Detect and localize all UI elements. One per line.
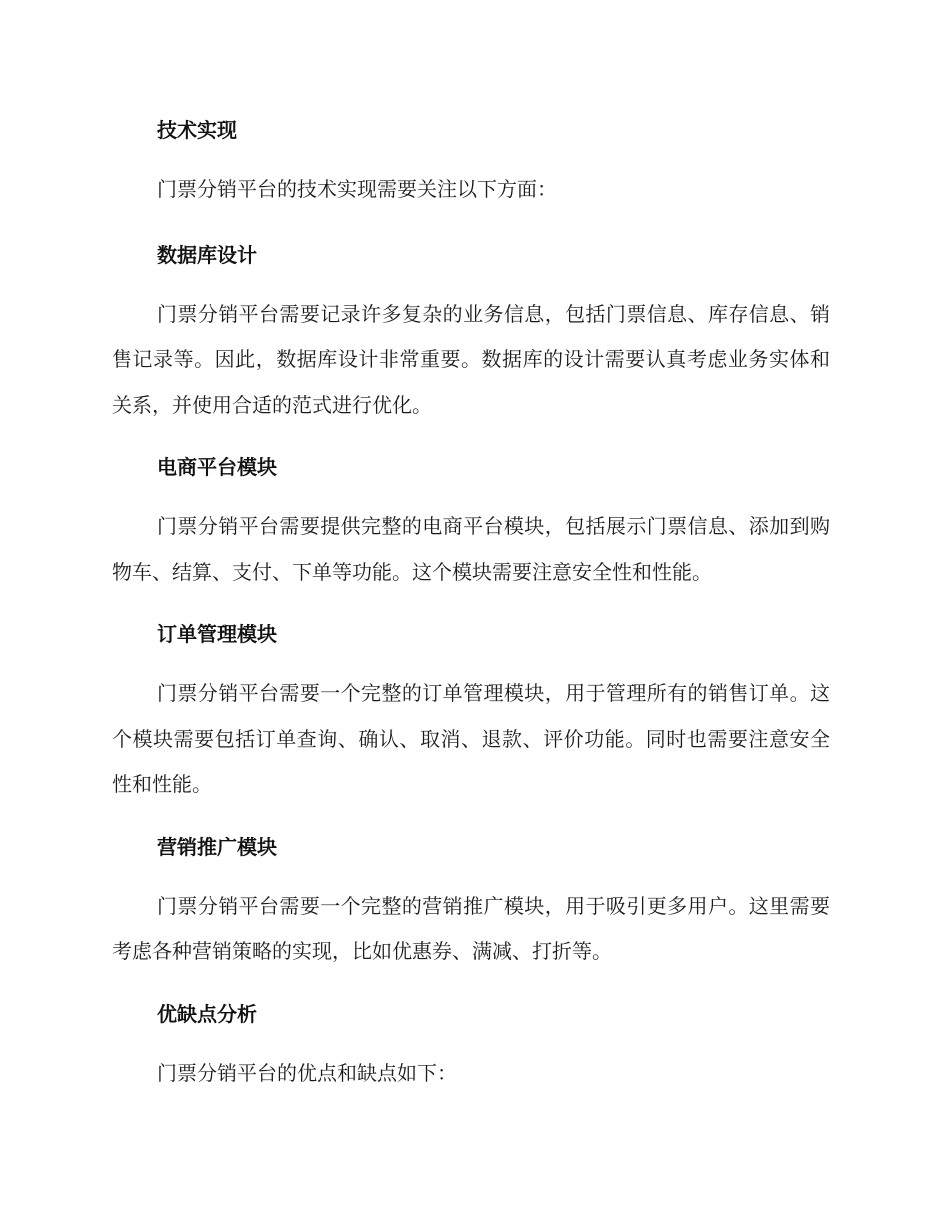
section-body-marketing: 门票分销平台需要一个完整的营销推广模块，用于吸引更多用户。这里需要考虑各种营销策略的实现，比如优惠券、满减、打折等。	[112, 893, 830, 963]
section-body-ecommerce: 门票分销平台需要提供完整的电商平台模块，包括展示门票信息、添加到购物车、结算、支付、下单等功能。这个模块需要注意安全性和性能。	[112, 514, 830, 584]
section-body-database: 门票分销平台需要记录许多复杂的业务信息，包括门票信息、库存信息、销售记录等。因此，数据库设计非常重要。数据库的设计需要认真考虑业务实体和关系，并使用合适的范式进行优化。	[112, 301, 830, 417]
section-heading-pros-cons: 优缺点分析	[157, 1001, 257, 1026]
section-heading-tech: 技术实现	[157, 118, 237, 142]
section-heading-database: 数据库设计	[157, 242, 257, 267]
section-heading-ecommerce: 电商平台模块	[157, 455, 277, 479]
section-heading-marketing: 营销推广模块	[157, 834, 277, 859]
section-body-tech: 门票分销平台的技术实现需要关注以下方面：	[157, 177, 557, 201]
section-body-orders: 门票分销平台需要一个完整的订单管理模块，用于管理所有的销售订单。这个模块需要包括订单查询、确认、取消、退款、评价功能。同时也需要注意安全性和性能。	[112, 681, 830, 796]
section-heading-orders: 订单管理模块	[157, 622, 277, 646]
section-body-pros-cons: 门票分销平台的优点和缺点如下：	[157, 1060, 457, 1085]
